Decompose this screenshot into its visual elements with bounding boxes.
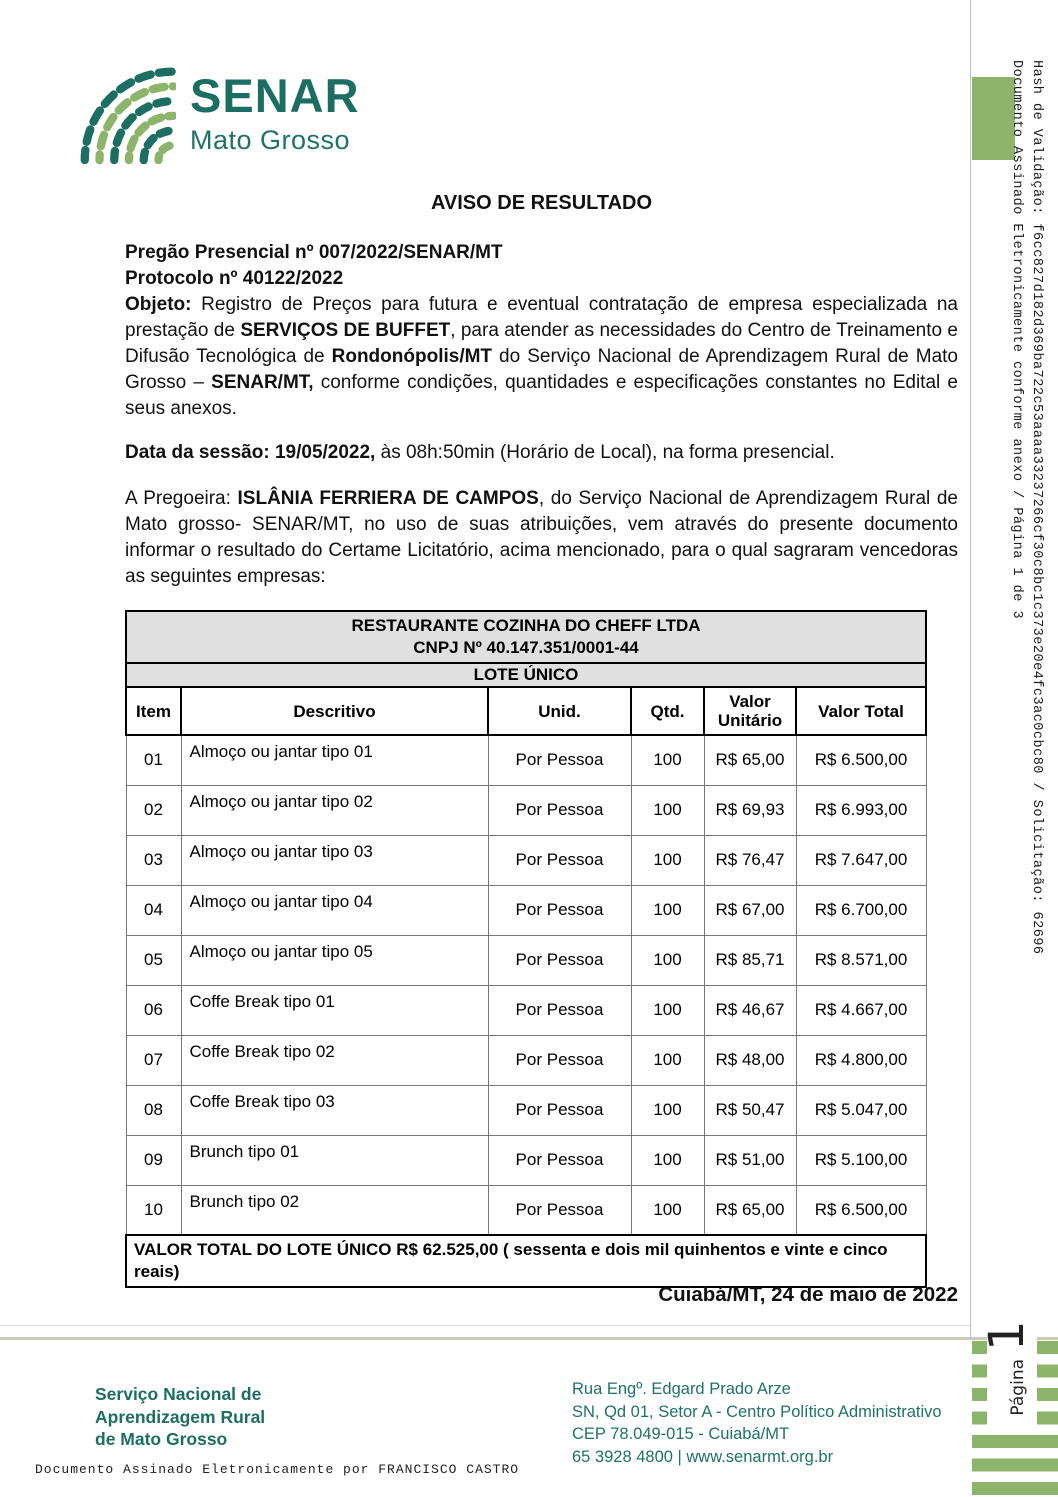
footer-address bbox=[572, 1378, 942, 1468]
address-sector: SN, Qd 01, Setor A - Centro Político Administrativo bbox=[572, 1402, 942, 1421]
table-row: 09 Brunch tipo 01 Por Pessoa 100 R$ 51,00 R$ 5.100,00 bbox=[126, 1135, 926, 1185]
page-number-stamp bbox=[979, 1303, 1037, 1433]
lot-label: LOTE ÚNICO bbox=[126, 663, 926, 687]
page-label: Página bbox=[1008, 1358, 1028, 1416]
signature-line: Documento Assinado Eletronicamente por FRANCISCO CASTRO bbox=[35, 1462, 520, 1477]
hash-validation-line: Hash de Validação: f6cc827d182d369ba722c53aaaa33237266cf30c8bc1c373e20e4fc3ac0cbc80 / Solicitação: 62696 bbox=[1029, 60, 1044, 955]
table-body bbox=[126, 735, 926, 1235]
objeto-paragraph: Objeto: Registro de Preços para futura e eventual contratação de empresa especializada na prestação de SERVIÇOS DE BUFFET, para atender as necessidades do Centro de Treinamento e Difusão Tecnológica de Rondonópolis/MT do Serviço Nacional de Aprendizagem Rural de Mato Grosso – SENAR/MT, conforme condições, quantidades e especificações constantes no Edital e seus anexos. bbox=[125, 294, 958, 419]
table-lot-header bbox=[126, 663, 926, 687]
results-table bbox=[125, 610, 927, 1288]
col-valor-total: Valor Total bbox=[796, 687, 926, 735]
pregao-line: Pregão Presencial nº 007/2022/SENAR/MT bbox=[125, 242, 503, 263]
company-name: RESTAURANTE COZINHA DO CHEFF LTDA bbox=[351, 616, 701, 635]
signed-document-line: Documento Assinado Eletronicamente conforme anexo / Página 1 de 3 bbox=[1009, 60, 1024, 620]
col-valor-unitario: Valor Unitário bbox=[704, 687, 796, 735]
pregoeira-paragraph: A Pregoeira: ISLÂNIA FERRIERA DE CAMPOS, do Serviço Nacional de Aprendizagem Rural de Mato grosso- SENAR/MT, no uso de suas atribuições, vem através do presente documento informar o resultado do Certame Licitatório, acima mencionado, para o qual sagraram vencedoras as seguintes empresas: bbox=[125, 488, 958, 587]
session-date-line: Data da sessão: 19/05/2022, às 08h:50min (Horário de Local), na forma presencial. bbox=[125, 442, 835, 463]
address-street: Rua Engº. Edgard Prado Arze bbox=[572, 1380, 791, 1398]
table-row: 01 Almoço ou jantar tipo 01 Por Pessoa 100 R$ 65,00 R$ 6.500,00 bbox=[126, 735, 926, 785]
table-row: 07 Coffe Break tipo 02 Por Pessoa 100 R$ 48,00 R$ 4.800,00 bbox=[126, 1035, 926, 1085]
protocolo-line: Protocolo nº 40122/2022 bbox=[125, 268, 344, 289]
col-item: Item bbox=[126, 687, 181, 735]
address-phone-site: 65 3928 4800 | www.senarmt.org.br bbox=[572, 1447, 834, 1466]
table-row: 06 Coffe Break tipo 01 Por Pessoa 100 R$ 46,67 R$ 4.667,00 bbox=[126, 985, 926, 1035]
address-cep: CEP 78.049-015 - Cuiabá/MT bbox=[572, 1425, 790, 1443]
city-date-line: Cuiabá/MT, 24 de maio de 2022 bbox=[658, 1283, 958, 1306]
table-row: 02 Almoço ou jantar tipo 02 Por Pessoa 100 R$ 69,93 R$ 6.993,00 bbox=[126, 785, 926, 835]
table-row: 03 Almoço ou jantar tipo 03 Por Pessoa 100 R$ 76,47 R$ 7.647,00 bbox=[126, 835, 926, 885]
table-company-header bbox=[126, 611, 926, 663]
footer-divider-faint bbox=[0, 1325, 970, 1326]
col-unid: Unid. bbox=[488, 687, 631, 735]
page-number: 1 bbox=[979, 1320, 1035, 1351]
table-row: 10 Brunch tipo 02 Por Pessoa 100 R$ 65,00 R$ 6.500,00 bbox=[126, 1185, 926, 1235]
table-row: 05 Almoço ou jantar tipo 05 Por Pessoa 100 R$ 85,71 R$ 8.571,00 bbox=[126, 935, 926, 985]
lot-total: VALOR TOTAL DO LOTE ÚNICO R$ 62.525,00 ( sessenta e dois mil quinhentos e vinte e cinco reais) bbox=[126, 1235, 926, 1287]
table-row: 04 Almoço ou jantar tipo 04 Por Pessoa 100 R$ 67,00 R$ 6.700,00 bbox=[126, 885, 926, 935]
col-descritivo: Descritivo bbox=[181, 687, 488, 735]
procurement-header bbox=[125, 240, 958, 422]
logo-text bbox=[190, 64, 360, 156]
table-row: 08 Coffe Break tipo 03 Por Pessoa 100 R$ 50,47 R$ 5.047,00 bbox=[126, 1085, 926, 1135]
brand-name: SENAR bbox=[190, 69, 360, 122]
table-column-headers bbox=[126, 687, 926, 735]
wheat-arcs-icon bbox=[70, 64, 176, 164]
footer-org-name: Serviço Nacional de Aprendizagem Rural de Mato Grosso bbox=[95, 1384, 266, 1449]
footer-divider-green bbox=[0, 1337, 1058, 1340]
col-qtd: Qtd. bbox=[631, 687, 704, 735]
table-total-row bbox=[126, 1235, 926, 1287]
margin-validation-text bbox=[1006, 60, 1046, 1040]
page-title: AVISO DE RESULTADO bbox=[430, 192, 653, 214]
brand-region: Mato Grosso bbox=[190, 125, 351, 155]
page-edge-line bbox=[970, 0, 971, 1338]
senar-logo bbox=[70, 64, 360, 164]
company-cnpj: CNPJ Nº 40.147.351/0001-44 bbox=[413, 638, 639, 657]
